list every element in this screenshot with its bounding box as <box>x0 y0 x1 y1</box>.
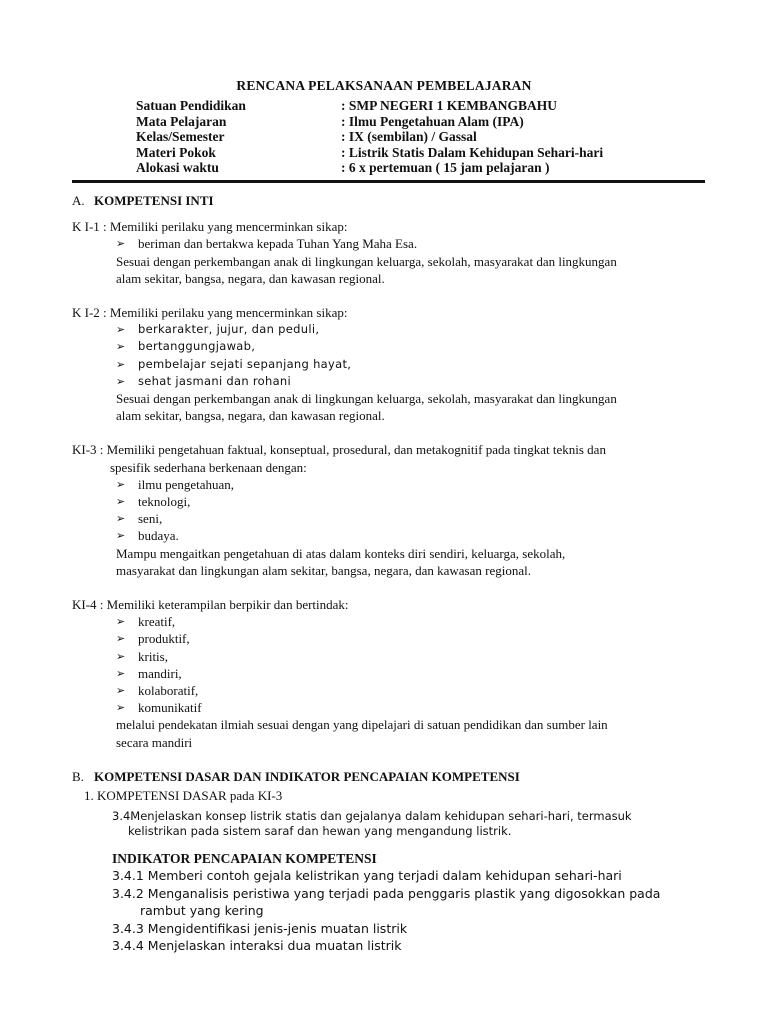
arrow-bullet-icon: ➢ <box>116 512 126 526</box>
arrow-bullet-icon: ➢ <box>116 477 126 491</box>
document-title: RENCANA PELAKSANAAN PEMBELAJARAN <box>236 78 532 93</box>
list-item: ➢ mandiri, <box>116 665 182 681</box>
arrow-bullet-icon: ➢ <box>116 237 126 251</box>
document-body <box>72 192 712 955</box>
meta-value: : IX (sembilan) / Gassal <box>341 129 477 144</box>
meta-value: : SMP NEGERI 1 KEMBANGBAHU <box>341 98 558 113</box>
meta-value: : Ilmu Pengetahuan Alam (IPA) <box>341 113 524 129</box>
arrow-bullet-icon: ➢ <box>116 357 126 371</box>
meta-value: : Listrik Statis Dalam Kehidupan Sehari-hari <box>341 144 604 160</box>
arrow-bullet-icon: ➢ <box>116 701 126 715</box>
indicator-item: 3.4.2 Menganalisis peristiwa yang terjadi pada penggaris plastik yang digosokkan pada <box>112 885 661 901</box>
list-item: ➢ kritis, <box>116 648 168 664</box>
list-item: ➢ komunikatif <box>116 700 202 716</box>
arrow-bullet-icon: ➢ <box>116 615 126 629</box>
list-item: ➢ produktif, <box>116 631 190 647</box>
list-item: ➢ beriman dan bertakwa kepada Tuhan Yang Maha Esa. <box>116 236 418 252</box>
ki4-heading: KI-4 : Memiliki keterampilan berpikir dan bertindak: <box>72 597 349 613</box>
arrow-bullet-icon: ➢ <box>116 495 126 509</box>
list-item: ➢ berkarakter, jujur, dan peduli, <box>72 321 712 338</box>
meta-key: Mata Pelajaran <box>136 113 227 129</box>
meta-key: Kelas/Semester <box>136 129 225 144</box>
arrow-bullet-icon: ➢ <box>116 684 126 698</box>
section-label: A. <box>72 193 85 208</box>
list-item: ➢ teknologi, <box>116 494 191 510</box>
indicator-item: 3.4.3 Mengidentifikasi jenis-jenis muatan listrik <box>112 920 408 936</box>
ki1-paragraph: Sesuai dengan perkembangan anak di lingkungan keluarga, sekolah, masyarakat dan lingkungan alam sekitar, bangsa, negara, dan kawasan regional. <box>116 253 617 286</box>
kd-heading: 1. KOMPETENSI DASAR pada KI-3 <box>84 788 283 804</box>
kd-number: 3.4 <box>112 809 131 824</box>
list-item: ➢ sehat jasmani dan rohani <box>72 373 712 390</box>
list-item: ➢ seni, <box>116 511 163 527</box>
section-b-title <box>72 768 712 785</box>
kd-text: 3.4Menjelaskan konsep listrik statis dan gejalanya dalam kehidupan sehari-hari, termasuk kelistrikan pada sistem saraf dan hewan yang mengandung listrik. <box>112 809 632 839</box>
meta-key: Materi Pokok <box>136 144 216 160</box>
ki3-paragraph: Mampu mengaitkan pengetahuan di atas dalam konteks diri sendiri, keluarga, sekolah, masyarakat dan lingkungan alam sekitar, bangsa, negara, dan kawasan regional. <box>116 545 566 578</box>
ki3-heading-cont: spesifik sederhana berkenaan dengan: <box>110 459 307 475</box>
indicator-heading: INDIKATOR PENCAPAIAN KOMPETENSI <box>112 851 377 867</box>
list-item: ➢ kolaboratif, <box>116 683 199 699</box>
meta-key: Satuan Pendidikan <box>136 98 246 113</box>
ki4-paragraph: melalui pendekatan ilmiah sesuai dengan yang dipelajari di satuan pendidikan dan sumber lain secara mandiri <box>116 717 608 750</box>
arrow-bullet-icon: ➢ <box>116 529 126 543</box>
arrow-bullet-icon: ➢ <box>116 374 126 388</box>
header-divider <box>72 180 705 183</box>
section-label: B. <box>72 768 84 784</box>
section-a-title <box>72 192 712 209</box>
indicator-item-cont: rambut yang kering <box>140 903 264 919</box>
ki2-paragraph: Sesuai dengan perkembangan anak di lingkungan keluarga, sekolah, masyarakat dan lingkungan alam sekitar, bangsa, negara, dan kawasan regional. <box>116 391 617 424</box>
meta-key: Alokasi waktu <box>136 160 219 175</box>
indicator-item: 3.4.4 Menjelaskan interaksi dua muatan listrik <box>112 938 402 954</box>
arrow-bullet-icon: ➢ <box>116 632 126 646</box>
list-item: ➢ bertanggungjawab, <box>72 338 712 355</box>
arrow-bullet-icon: ➢ <box>116 323 126 337</box>
section-heading: KOMPETENSI DASAR DAN INDIKATOR PENCAPAIAN KOMPETENSI <box>94 768 520 784</box>
arrow-bullet-icon: ➢ <box>116 340 126 354</box>
meta-value: : 6 x pertemuan ( 15 jam pelajaran ) <box>341 160 550 175</box>
ki2-heading: K I-2 : Memiliki perilaku yang mencerminkan sikap: <box>72 305 348 320</box>
ki1-heading: K I-1 : Memiliki perilaku yang mencerminkan sikap: <box>72 219 348 235</box>
arrow-bullet-icon: ➢ <box>116 649 126 663</box>
list-item: ➢ budaya. <box>116 528 179 544</box>
list-item: ➢ kreatif, <box>116 614 176 630</box>
ki3-heading: KI-3 : Memiliki pengetahuan faktual, konseptual, prosedural, dan metakognitif pada tingkat teknis dan <box>72 442 606 458</box>
arrow-bullet-icon: ➢ <box>116 666 126 680</box>
list-item: ➢ pembelajar sejati sepanjang hayat, <box>72 356 712 373</box>
list-item: ➢ ilmu pengetahuan, <box>116 476 235 492</box>
indicator-item: 3.4.1 Memberi contoh gejala kelistrikan yang terjadi dalam kehidupan sehari-hari <box>112 868 622 884</box>
section-heading: KOMPETENSI INTI <box>94 193 214 208</box>
